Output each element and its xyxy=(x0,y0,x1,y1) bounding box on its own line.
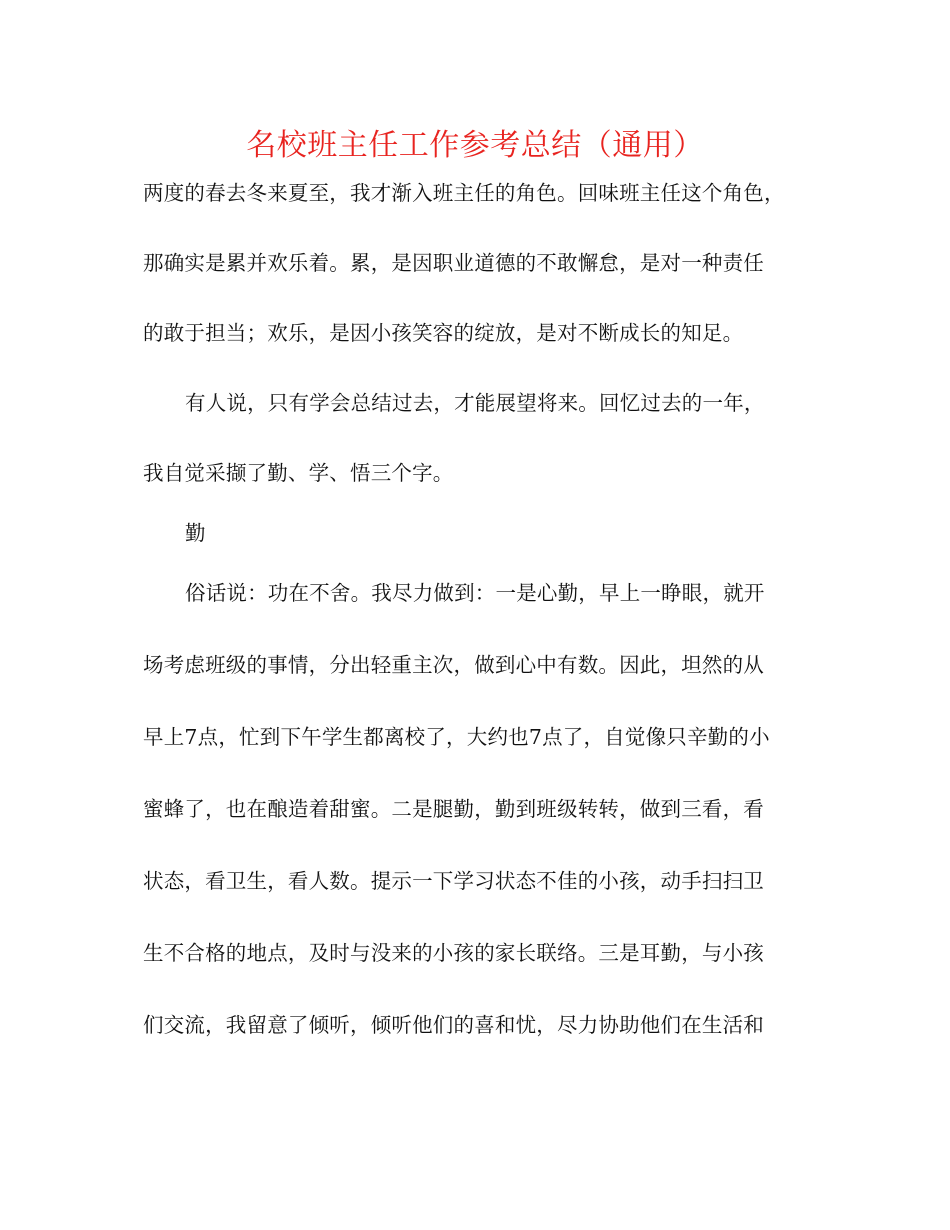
paragraph-line-3: 的敢于担当；欢乐，是因小孩笑容的绽放，是对不断成长的知足。 xyxy=(143,321,744,345)
paragraph-line-13: 们交流，我留意了倾听，倾听他们的喜和忧，尽力协助他们在生活和 xyxy=(143,1013,764,1037)
paragraph-line-7: 俗话说：功在不舍。我尽力做到：一是心勤，早上一睁眼，就开 xyxy=(185,581,765,605)
paragraph-line-11: 状态，看卫生，看人数。提示一下学习状态不佳的小孩，动手扫扫卫 xyxy=(143,869,764,893)
paragraph-line-5: 我自觉采撷了勤、学、悟三个字。 xyxy=(143,461,454,485)
document-title: 名校班主任工作参考总结（通用） xyxy=(246,128,704,163)
paragraph-line-1: 两度的春去冬来夏至，我才渐入班主任的角色。回味班主任这个角色， xyxy=(143,181,785,205)
paragraph-line-2: 那确实是累并欢乐着。累，是因职业道德的不敢懈怠，是对一种责任 xyxy=(143,251,764,275)
paragraph-line-12: 生不合格的地点，及时与没来的小孩的家长联络。三是耳勤，与小孩 xyxy=(143,941,764,965)
paragraph-line-9: 早上7点，忙到下午学生都离校了，大约也7点了，自觉像只辛勤的小 xyxy=(143,725,770,749)
paragraph-line-8: 场考虑班级的事情，分出轻重主次，做到心中有数。因此，坦然的从 xyxy=(143,653,764,677)
paragraph-line-10: 蜜蜂了，也在酿造着甜蜜。二是腿勤，勤到班级转转，做到三看，看 xyxy=(143,797,764,821)
paragraph-line-4: 有人说，只有学会总结过去，才能展望将来。回忆过去的一年， xyxy=(185,391,765,415)
section-heading-qin: 勤 xyxy=(185,521,206,545)
